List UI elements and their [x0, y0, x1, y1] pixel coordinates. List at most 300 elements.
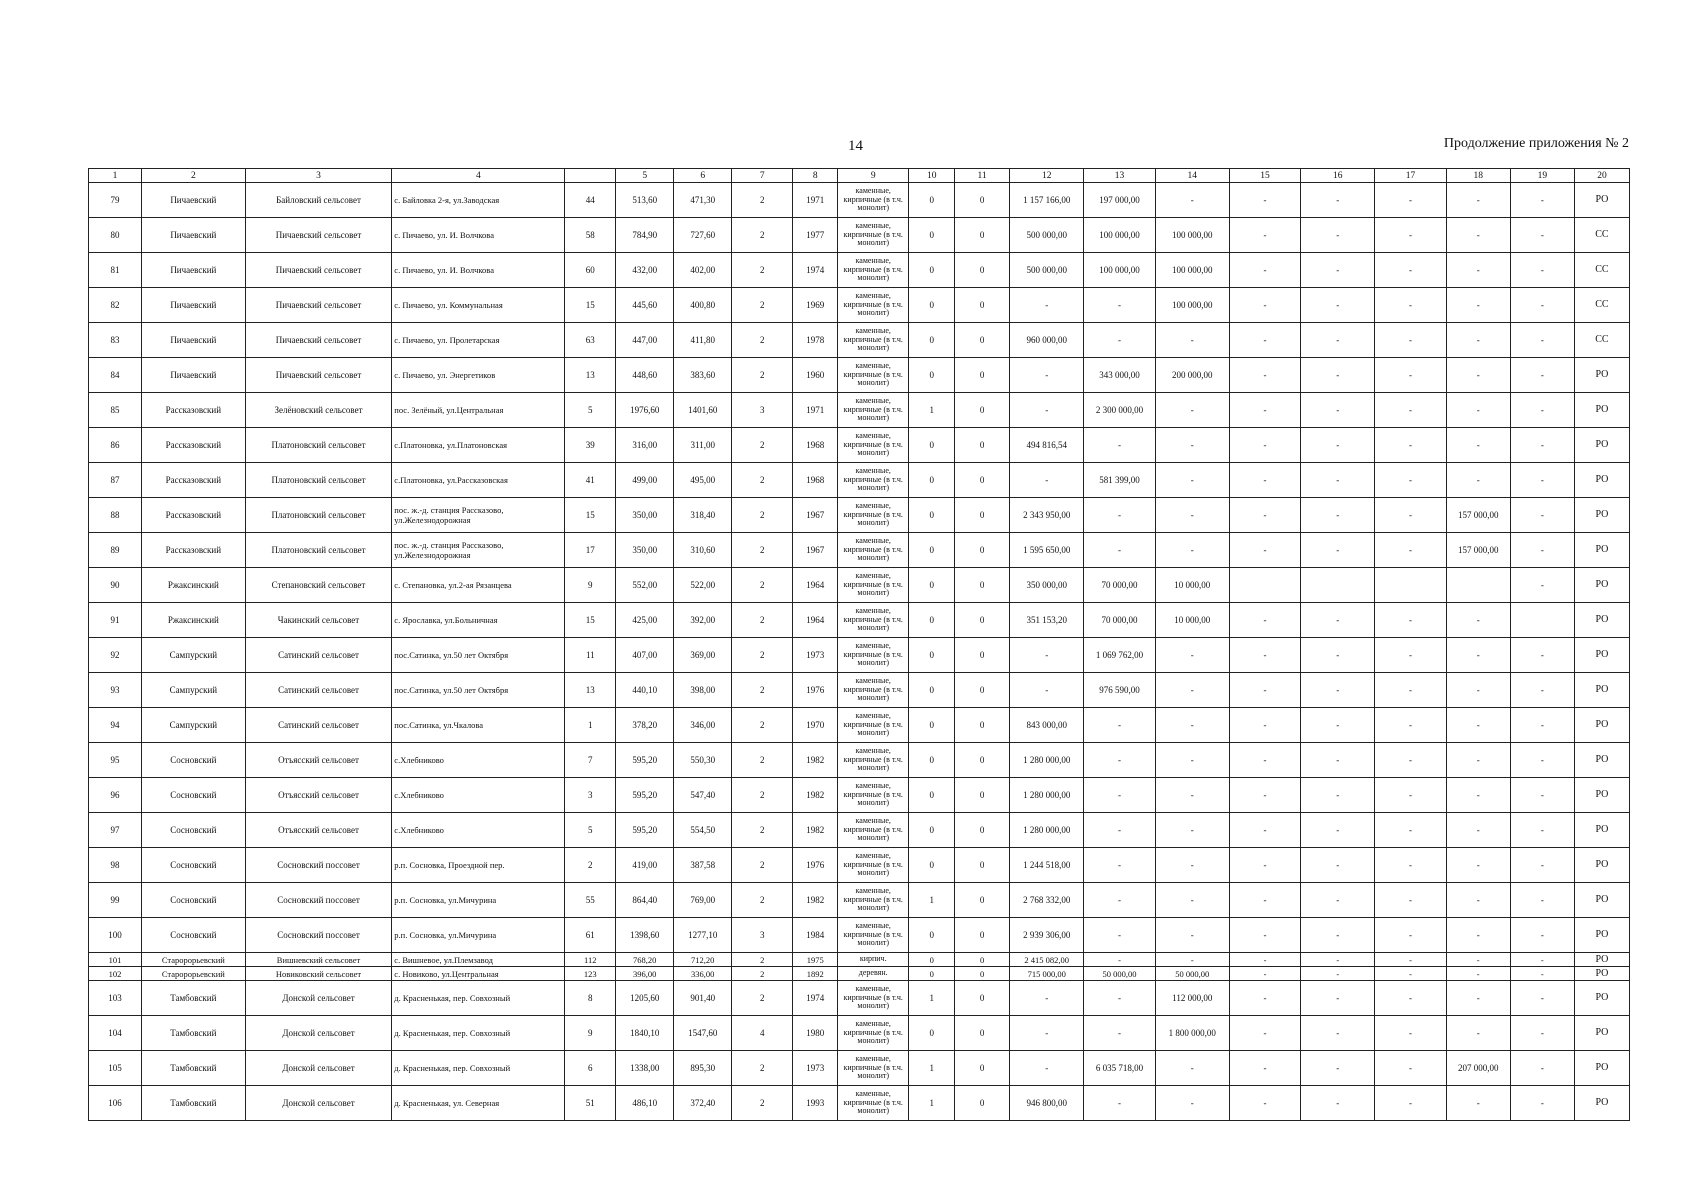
table-cell: 1 244 518,00 — [1010, 848, 1084, 883]
table-cell: РО — [1574, 848, 1629, 883]
table-cell: - — [1229, 463, 1300, 498]
table-cell: 0 — [955, 967, 1010, 981]
table-cell: - — [1229, 638, 1300, 673]
table-cell: каменные, кирпичные (в т.ч. монолит) — [838, 428, 909, 463]
table-cell: 105 — [89, 1051, 142, 1086]
table-cell: 0 — [909, 848, 955, 883]
table-cell: р.п. Сосновка, Проездной пер. — [392, 848, 565, 883]
table-cell: Сосновский поссовет — [245, 848, 392, 883]
table-cell: - — [1155, 918, 1229, 953]
table-cell: 100 000,00 — [1084, 218, 1155, 253]
table-cell: 1547,60 — [674, 1016, 732, 1051]
header-cell: 20 — [1574, 169, 1629, 183]
table-cell: Сампурский — [141, 673, 245, 708]
table-row — [89, 1016, 1630, 1051]
table-cell: 2 300 000,00 — [1084, 393, 1155, 428]
table-cell: с.Платоновка, ул.Платоновская — [392, 428, 565, 463]
table-cell: 1969 — [793, 288, 838, 323]
table-cell: Пичаевский — [141, 323, 245, 358]
table-cell: 310,60 — [674, 533, 732, 568]
table-cell: 1968 — [793, 428, 838, 463]
table-cell: 88 — [89, 498, 142, 533]
table-cell: - — [1510, 967, 1574, 981]
table-cell: РО — [1574, 743, 1629, 778]
table-cell: 157 000,00 — [1446, 498, 1510, 533]
table-cell: 398,00 — [674, 673, 732, 708]
table-cell: 2 — [565, 848, 616, 883]
table-cell: Платоновский сельсовет — [245, 533, 392, 568]
table-cell: РО — [1574, 498, 1629, 533]
table-cell: 378,20 — [616, 708, 674, 743]
table-cell: РО — [1574, 967, 1629, 981]
table-cell: - — [1446, 1016, 1510, 1051]
table-cell: 554,50 — [674, 813, 732, 848]
table-cell: Вишневский сельсовет — [245, 953, 392, 967]
table-cell: 400,80 — [674, 288, 732, 323]
table-cell: - — [1301, 428, 1375, 463]
table-cell: СС — [1574, 253, 1629, 288]
table-cell: 90 — [89, 568, 142, 603]
table-cell: 2 — [732, 498, 793, 533]
header-cell: 11 — [955, 169, 1010, 183]
table-cell: 79 — [89, 183, 142, 218]
table-cell: РО — [1574, 463, 1629, 498]
table-cell: - — [1229, 1016, 1300, 1051]
table-cell: 1964 — [793, 568, 838, 603]
table-cell: 5 — [565, 813, 616, 848]
table-cell: - — [1301, 218, 1375, 253]
table-cell: - — [1446, 778, 1510, 813]
table-cell: Старорорьевский — [141, 953, 245, 967]
table-cell: каменные, кирпичные (в т.ч. монолит) — [838, 778, 909, 813]
table-cell: 499,00 — [616, 463, 674, 498]
table-cell: - — [1084, 1016, 1155, 1051]
table-cell: - — [1375, 428, 1446, 463]
table-cell: с. Вишневое, ул.Племзавод — [392, 953, 565, 967]
table-cell: - — [1229, 673, 1300, 708]
table-cell: 100 — [89, 918, 142, 953]
table-cell: - — [1375, 981, 1446, 1016]
table-cell: 440,10 — [616, 673, 674, 708]
table-cell: Платоновский сельсовет — [245, 463, 392, 498]
table-cell: 2 — [732, 463, 793, 498]
table-row — [89, 428, 1630, 463]
table-cell: - — [1084, 498, 1155, 533]
table-cell: 83 — [89, 323, 142, 358]
table-cell: 0 — [955, 568, 1010, 603]
table-cell: - — [1155, 393, 1229, 428]
table-cell: 0 — [909, 253, 955, 288]
table-cell: 445,60 — [616, 288, 674, 323]
table-cell: пос. Зелёный, ул.Центральная — [392, 393, 565, 428]
table-cell: - — [1446, 967, 1510, 981]
table-cell: - — [1375, 708, 1446, 743]
table-cell: 15 — [565, 603, 616, 638]
table-cell: - — [1301, 1086, 1375, 1121]
table-cell: - — [1375, 218, 1446, 253]
table-cell: - — [1155, 673, 1229, 708]
table-cell: - — [1155, 428, 1229, 463]
table-cell: 895,30 — [674, 1051, 732, 1086]
table-cell: 92 — [89, 638, 142, 673]
table-row — [89, 953, 1630, 967]
table-cell: 311,00 — [674, 428, 732, 463]
table-cell: 495,00 — [674, 463, 732, 498]
table-cell: 0 — [955, 498, 1010, 533]
table-cell: - — [1510, 1086, 1574, 1121]
table-cell: СС — [1574, 218, 1629, 253]
table-cell: 41 — [565, 463, 616, 498]
table-cell: 0 — [955, 883, 1010, 918]
table-cell: пос.Сатинка, ул.50 лет Октября — [392, 673, 565, 708]
table-cell: 1 — [565, 708, 616, 743]
table-cell: 595,20 — [616, 778, 674, 813]
table-cell: каменные, кирпичные (в т.ч. монолит) — [838, 638, 909, 673]
table-cell: каменные, кирпичные (в т.ч. монолит) — [838, 673, 909, 708]
table-cell: каменные, кирпичные (в т.ч. монолит) — [838, 393, 909, 428]
table-cell: 0 — [909, 673, 955, 708]
table-cell: 2 — [732, 743, 793, 778]
table-cell: - — [1301, 981, 1375, 1016]
table-cell: 9 — [565, 568, 616, 603]
table-cell: - — [1301, 743, 1375, 778]
table-cell: 768,20 — [616, 953, 674, 967]
table-cell: каменные, кирпичные (в т.ч. монолит) — [838, 848, 909, 883]
table-cell: 1 — [909, 393, 955, 428]
table-cell: - — [1084, 918, 1155, 953]
table-cell: 843 000,00 — [1010, 708, 1084, 743]
table-cell: 0 — [909, 498, 955, 533]
table-cell: д. Красненькая, ул. Северная — [392, 1086, 565, 1121]
table-cell: РО — [1574, 638, 1629, 673]
table-cell: 102 — [89, 967, 142, 981]
table-cell: - — [1229, 743, 1300, 778]
table-cell: 95 — [89, 743, 142, 778]
header-cell: 4 — [392, 169, 565, 183]
table-cell: - — [1375, 967, 1446, 981]
table-cell: Отъясский сельсовет — [245, 778, 392, 813]
table-cell: 1982 — [793, 883, 838, 918]
table-cell: 0 — [909, 463, 955, 498]
table-cell: каменные, кирпичные (в т.ч. монолит) — [838, 1086, 909, 1121]
table-cell: Донской сельсовет — [245, 1051, 392, 1086]
table-cell: каменные, кирпичные (в т.ч. монолит) — [838, 323, 909, 358]
table-cell: Пичаевский сельсовет — [245, 323, 392, 358]
header-cell: 5 — [616, 169, 674, 183]
table-cell: каменные, кирпичные (в т.ч. монолит) — [838, 743, 909, 778]
table-cell: 0 — [909, 568, 955, 603]
table-cell — [1229, 568, 1300, 603]
table-cell: 100 000,00 — [1155, 218, 1229, 253]
table-cell: - — [1301, 883, 1375, 918]
table-cell: 350,00 — [616, 533, 674, 568]
table-row — [89, 918, 1630, 953]
table-cell: - — [1510, 1016, 1574, 1051]
table-cell: РО — [1574, 981, 1629, 1016]
table-cell: 1976 — [793, 848, 838, 883]
table-cell: - — [1510, 568, 1574, 603]
table-cell: 0 — [955, 1016, 1010, 1051]
table-cell: - — [1375, 638, 1446, 673]
table-cell: - — [1510, 743, 1574, 778]
table-cell: 2 — [732, 253, 793, 288]
table-cell: 0 — [955, 673, 1010, 708]
table-cell: 1971 — [793, 393, 838, 428]
table-cell: - — [1446, 848, 1510, 883]
table-cell: РО — [1574, 533, 1629, 568]
table-cell: 1 069 762,00 — [1084, 638, 1155, 673]
table-cell: пос.Сатинка, ул.50 лет Октября — [392, 638, 565, 673]
table-cell: 407,00 — [616, 638, 674, 673]
table-cell: 1 157 166,00 — [1010, 183, 1084, 218]
table-cell: 2 — [732, 323, 793, 358]
table-cell: Донской сельсовет — [245, 1016, 392, 1051]
table-cell: каменные, кирпичные (в т.ч. монолит) — [838, 883, 909, 918]
table-cell: - — [1375, 848, 1446, 883]
housing-register-table — [88, 168, 1630, 1121]
table-cell: Пичаевский — [141, 183, 245, 218]
table-cell: - — [1010, 981, 1084, 1016]
table-cell: - — [1155, 323, 1229, 358]
table-cell: 0 — [909, 743, 955, 778]
table-cell: - — [1301, 358, 1375, 393]
table-cell: - — [1301, 1016, 1375, 1051]
table-cell: 1 800 000,00 — [1155, 1016, 1229, 1051]
table-cell: 1 595 650,00 — [1010, 533, 1084, 568]
table-cell: 0 — [955, 603, 1010, 638]
table-cell: - — [1084, 778, 1155, 813]
table-cell: Сатинский сельсовет — [245, 638, 392, 673]
table-cell: - — [1446, 673, 1510, 708]
table-cell: 595,20 — [616, 743, 674, 778]
table-cell: 486,10 — [616, 1086, 674, 1121]
table-cell: 0 — [909, 358, 955, 393]
table-cell: 89 — [89, 533, 142, 568]
table-cell: 6 — [565, 1051, 616, 1086]
table-cell: - — [1155, 778, 1229, 813]
table-cell: - — [1229, 1051, 1300, 1086]
table-cell: Пичаевский — [141, 218, 245, 253]
table-cell: - — [1229, 323, 1300, 358]
table-cell: 522,00 — [674, 568, 732, 603]
table-cell: - — [1084, 323, 1155, 358]
table-cell: Сосновский — [141, 848, 245, 883]
table-cell: РО — [1574, 358, 1629, 393]
header-cell: 12 — [1010, 169, 1084, 183]
table-cell: - — [1229, 358, 1300, 393]
table-cell: 1338,00 — [616, 1051, 674, 1086]
table-cell: 432,00 — [616, 253, 674, 288]
table-cell: 0 — [955, 218, 1010, 253]
table-cell: каменные, кирпичные (в т.ч. монолит) — [838, 918, 909, 953]
table-cell: 1982 — [793, 813, 838, 848]
table-cell: 1 — [909, 883, 955, 918]
table-cell: РО — [1574, 813, 1629, 848]
table-cell: 1 280 000,00 — [1010, 813, 1084, 848]
table-cell: 2 — [732, 981, 793, 1016]
table-cell: 1967 — [793, 498, 838, 533]
table-cell: с. Байловка 2-я, ул.Заводская — [392, 183, 565, 218]
table-cell: 87 — [89, 463, 142, 498]
table-cell: 946 800,00 — [1010, 1086, 1084, 1121]
table-cell: РО — [1574, 673, 1629, 708]
table-cell: 0 — [955, 358, 1010, 393]
table-cell: 0 — [909, 708, 955, 743]
table-cell: 0 — [955, 638, 1010, 673]
table-cell: деревян. — [838, 967, 909, 981]
table-cell: 2 — [732, 967, 793, 981]
table-cell: 2 — [732, 603, 793, 638]
table-cell: - — [1510, 358, 1574, 393]
table-cell: - — [1301, 183, 1375, 218]
table-cell: - — [1446, 953, 1510, 967]
header-cell: 14 — [1155, 169, 1229, 183]
table-cell: - — [1229, 813, 1300, 848]
table-cell: - — [1229, 708, 1300, 743]
table-cell: - — [1301, 533, 1375, 568]
table-cell: каменные, кирпичные (в т.ч. монолит) — [838, 568, 909, 603]
table-cell: с.Хлебниково — [392, 743, 565, 778]
table-cell: - — [1446, 183, 1510, 218]
table-cell: - — [1375, 288, 1446, 323]
table-cell: - — [1155, 848, 1229, 883]
table-cell: 55 — [565, 883, 616, 918]
table-cell: 112 — [565, 953, 616, 967]
table-cell: Сосновский поссовет — [245, 883, 392, 918]
table-row — [89, 323, 1630, 358]
table-cell: 70 000,00 — [1084, 603, 1155, 638]
table-cell: РО — [1574, 183, 1629, 218]
table-cell: Сосновский — [141, 813, 245, 848]
table-cell: 1975 — [793, 953, 838, 967]
table-cell: 1 — [909, 981, 955, 1016]
table-cell: РО — [1574, 918, 1629, 953]
table-cell: 0 — [909, 778, 955, 813]
table-cell: Тамбовский — [141, 1016, 245, 1051]
table-cell: 550,30 — [674, 743, 732, 778]
table-cell: - — [1510, 1051, 1574, 1086]
table-cell: 200 000,00 — [1155, 358, 1229, 393]
table-cell: 595,20 — [616, 813, 674, 848]
table-cell: - — [1375, 393, 1446, 428]
table-cell: 351 153,20 — [1010, 603, 1084, 638]
table-cell: Сосновский — [141, 918, 245, 953]
table-cell: 0 — [955, 953, 1010, 967]
table-cell: - — [1375, 778, 1446, 813]
table-cell: Рассказовский — [141, 463, 245, 498]
table-cell: 13 — [565, 673, 616, 708]
table-cell: 1205,60 — [616, 981, 674, 1016]
table-row — [89, 603, 1630, 638]
table-cell: - — [1229, 428, 1300, 463]
table-row — [89, 883, 1630, 918]
table-cell: 15 — [565, 498, 616, 533]
table-cell: 864,40 — [616, 883, 674, 918]
table-cell: 0 — [909, 533, 955, 568]
table-cell: - — [1229, 603, 1300, 638]
table-cell: 0 — [955, 253, 1010, 288]
table-cell: - — [1301, 967, 1375, 981]
table-cell: с. Пичаево, ул. Пролетарская — [392, 323, 565, 358]
table-cell: 1277,10 — [674, 918, 732, 953]
table-cell: 63 — [565, 323, 616, 358]
table-cell: - — [1510, 883, 1574, 918]
table-cell: 0 — [955, 918, 1010, 953]
table-cell: 0 — [955, 848, 1010, 883]
table-cell: 1971 — [793, 183, 838, 218]
table-cell: 387,58 — [674, 848, 732, 883]
table-cell: с. Пичаево, ул. Коммунальная — [392, 288, 565, 323]
table-row — [89, 288, 1630, 323]
table-cell: 70 000,00 — [1084, 568, 1155, 603]
table-cell: - — [1084, 288, 1155, 323]
table-cell: 350,00 — [616, 498, 674, 533]
table-cell: - — [1301, 288, 1375, 323]
table-cell: 448,60 — [616, 358, 674, 393]
table-cell: 61 — [565, 918, 616, 953]
table-cell: - — [1301, 673, 1375, 708]
table-cell: 5 — [565, 393, 616, 428]
table-cell: 0 — [909, 967, 955, 981]
table-cell: РО — [1574, 568, 1629, 603]
table-cell: - — [1155, 183, 1229, 218]
table-cell: 0 — [909, 428, 955, 463]
table-row — [89, 253, 1630, 288]
table-cell: 1 280 000,00 — [1010, 743, 1084, 778]
table-cell: каменные, кирпичные (в т.ч. монолит) — [838, 253, 909, 288]
table-cell: - — [1010, 638, 1084, 673]
table-cell: - — [1301, 778, 1375, 813]
header-cell: 16 — [1301, 169, 1375, 183]
table-cell: с. Пичаево, ул. Энергетиков — [392, 358, 565, 393]
table-cell: СС — [1574, 323, 1629, 358]
table-cell: 15 — [565, 288, 616, 323]
table-cell: 2 343 950,00 — [1010, 498, 1084, 533]
table-cell: 2 — [732, 638, 793, 673]
table-cell: Зелёновский сельсовет — [245, 393, 392, 428]
table-cell: р.п. Сосновка, ул.Мичурина — [392, 918, 565, 953]
table-cell: 372,40 — [674, 1086, 732, 1121]
table-cell: 2 — [732, 218, 793, 253]
table-cell: каменные, кирпичные (в т.ч. монолит) — [838, 533, 909, 568]
table-cell: Пичаевский сельсовет — [245, 218, 392, 253]
table-cell: РО — [1574, 1051, 1629, 1086]
table-cell: кирпич. — [838, 953, 909, 967]
table-cell: РО — [1574, 1016, 1629, 1051]
table-cell: Рассказовский — [141, 498, 245, 533]
table-cell: - — [1229, 288, 1300, 323]
table-cell: 1984 — [793, 918, 838, 953]
table-cell: - — [1375, 883, 1446, 918]
table-cell: 3 — [732, 393, 793, 428]
table-cell: 2 — [732, 568, 793, 603]
table-cell: 81 — [89, 253, 142, 288]
table-cell: 369,00 — [674, 638, 732, 673]
table-cell: каменные, кирпичные (в т.ч. монолит) — [838, 498, 909, 533]
table-cell: - — [1229, 883, 1300, 918]
table-cell: 0 — [909, 638, 955, 673]
table-cell: - — [1010, 358, 1084, 393]
table-cell: - — [1155, 463, 1229, 498]
table-cell: 2 939 306,00 — [1010, 918, 1084, 953]
table-cell: - — [1084, 981, 1155, 1016]
table-row — [89, 533, 1630, 568]
table-row — [89, 463, 1630, 498]
table-cell: - — [1301, 708, 1375, 743]
table-cell: 50 000,00 — [1155, 967, 1229, 981]
table-cell: каменные, кирпичные (в т.ч. монолит) — [838, 708, 909, 743]
table-cell — [1446, 568, 1510, 603]
